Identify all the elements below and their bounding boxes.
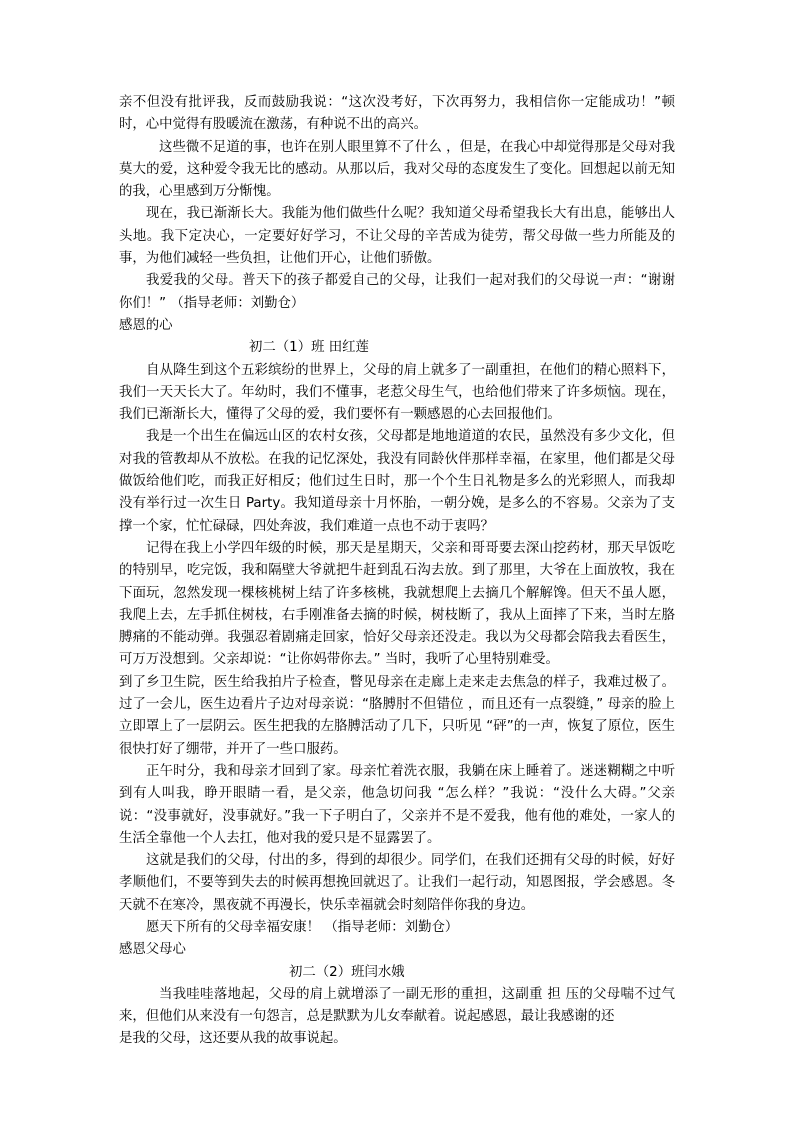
essay-title: 感恩父母心 [119, 942, 186, 958]
paragraph: 正午时分，我和母亲才回到了家。母亲忙着洗衣服，我躺在床上睡着了。迷迷糊糊之中听到有人叫我，睁开眼睛一看，是父亲，他急切问我 “怎么样？”我说：“没什么大碍。”父亲说：“没事就好，没事就好。”我一下子明白了，父亲并不是不爱我，他有他的难处，一家人的生活全靠他一个人去扛，他对我的爱只是不显露罢了。 [119, 763, 675, 846]
essay-byline: 初二（1）班 田红莲 [249, 340, 369, 356]
paragraph: 我爱我的父母。普天下的孩子都爱自己的父母，让我们一起对我们的父母说一声：“谢谢你们！” （指导老师：刘勤仓） [119, 273, 675, 311]
paragraph: 这些微不足道的事，也许在别人眼里算不了什么 ，但是，在我心中却觉得那是父母对我莫大的爱，这种爱令我无比的感动。从那以后，我对父母的态度发生了变化。回想起以前无知的我，心里感到万分惭愧。 [119, 139, 675, 200]
paragraph: 是我的父母，这还要从我的故事说起。 [119, 1031, 347, 1047]
paragraph: 当我哇哇落地起，父母的肩上就增添了一副无形的重担，这副重 担 压的父母喘不过气来，但他们从来没有一句怨言，总是默默为儿女奉献着。说起感恩，最让我感谢的还 [119, 986, 675, 1025]
document-page [119, 92, 675, 1051]
paragraph: 到了乡卫生院，医生给我拍片子检查，瞥见母亲在走廊上走来走去焦急的样子，我难过极了。过了一会儿，医生边看片子边对母亲说：“胳膊肘不但错位 ，而且还有一点裂缝，” 母亲的脸上立即罩上了一层阴云。医生把我的左胳膊活动了几下，只听见 “砰”的一声，恢复了原位，医生很快打好了绷带，并开了一些口服药。 [119, 674, 675, 757]
paragraph: 这就是我们的父母，付出的多，得到的却很少。同学们，在我们还拥有父母的时候，好好孝顺他们，不要等到失去的时候再想挽回就迟了。让我们一起行动，知恩图报，学会感恩。冬天就不在寒冷，黑夜就不再漫长，快乐幸福就会时刻陪伴你我的身边。 [119, 853, 675, 913]
paragraph: 亲不但没有批评我，反而鼓励我说：“这次没考好，下次再努力，我相信你一定能成功！”顿时，心中觉得有股暖流在激荡，有种说不出的高兴。 [119, 95, 675, 133]
paragraph: 我是一个出生在偏远山区的农村女孩，父母都是地地道道的农民，虽然没有多少文化，但对我的管教却从不放松。在我的记忆深处，我没有同龄伙伴那样幸福，在家里，他们都是父母做饭给他们吃，而我正好相反；他们过生日时，那一个个生日礼物是多么的光彩照人，而我却没有举行过一次生日 Party。我知道母亲十月怀胎，一朝分娩，是多么的不容易。父亲为了支撑一个家，忙忙碌碌，四处奔波，我们难道一点也不动于衷吗？ [119, 429, 675, 534]
paragraph: 记得在我上小学四年级的时候，那天是星期天，父亲和哥哥要去深山挖药材，那天早饭吃的特别早，吃完饭，我和隔壁大爷就把牛赶到乱石沟去放。到了那里，大爷在上面放牧，我在下面玩，忽然发现一棵核桃树上结了许多核桃，我就想爬上去摘几个解解馋。但天不虽人愿，我爬上去，左手抓住树枝，右手刚准备去摘的时候，树枝断了，我从上面摔了下来，当时左胳膊痛的不能动弹。我强忍着剧痛走回家，恰好父母亲还没走。我以为父母都会陪我去看医生，可万万没想到。父亲却说：“让你妈带你去。” 当时，我听了心里特别难受。 [119, 540, 675, 668]
essay-title: 感恩的心 [119, 317, 173, 333]
paragraph: 自从降生到这个五彩缤纷的世界上，父母的肩上就多了一副重担，在他们的精心照料下，我们一天天长大了。年幼时，我们不懂事，老惹父母生气，也给他们带来了许多烦恼。现在，我们已渐渐长大，懂得了父母的爱，我们要怀有一颗感恩的心去回报他们。 [119, 362, 675, 423]
paragraph: 愿天下所有的父母幸福安康！ （指导老师：刘勤仓） [146, 919, 459, 935]
essay-byline: 初二（2）班闫水娥 [289, 964, 405, 980]
paragraph: 现在，我已渐渐长大。我能为他们做些什么呢？我知道父母希望我长大有出息，能够出人头地。我下定决心，一定要好好学习，不让父母的辛苦成为徒劳，帮父母做一些力所能及的事，为他们减轻一些负担，让他们开心，让他们骄傲。 [119, 206, 675, 267]
